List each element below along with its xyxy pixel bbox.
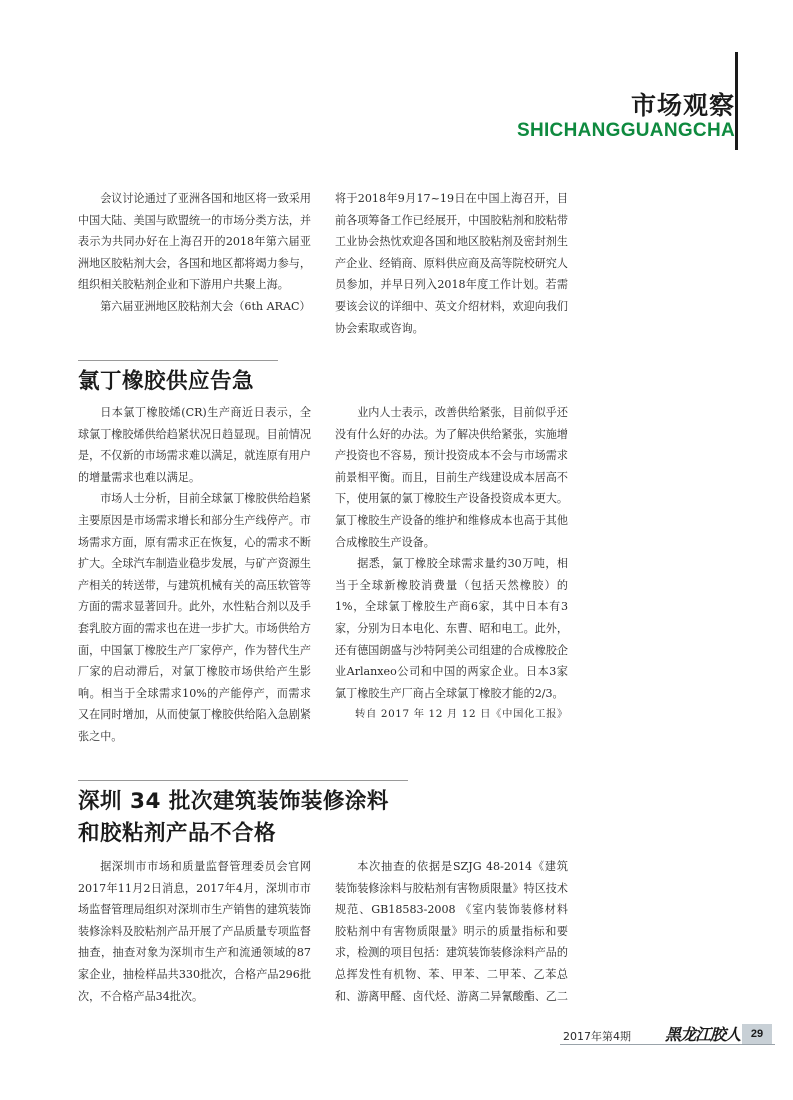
page-number: 29 [742, 1024, 772, 1044]
headline-rule [78, 360, 278, 361]
paragraph: 将于2018年9月17~19日在中国上海召开，目前各项筹备工作已经展开，中国胶粘剂和胶粘带工业协会热忱欢迎各国和地区胶粘剂及密封剂生产企业、经销商、原料供应商及高等院校研究人员参加，并早日列入2018年度工作计划。若需要该会议的详细中、英文介绍材料，欢迎向我们协会索取或咨询。 [335, 192, 568, 335]
article3-column-left [78, 856, 311, 1007]
headline-rule [78, 780, 408, 781]
paragraph: 据悉，氯丁橡胶全球需求量约30万吨，相当于全球新橡胶消费量（包括天然橡胶）的1%，全球氯丁橡胶生产商6家，其中日本有3家，分别为日本电化、东曹、昭和电工。此外，还有德国朗盛与沙特阿美公司组建的合成橡胶企业Arlanxeo公司和中国的两家企业。日本3家氯丁橡胶生产厂商占全球氯丁橡胶才能的2/3。 [335, 557, 568, 700]
article2-column-left [78, 402, 311, 748]
section-pinyin: SHICHANGGUANGCHA [516, 120, 735, 141]
article3-column-right [335, 856, 568, 1007]
paragraph: 第六届亚洲地区胶粘剂大会（6th ARAC） [100, 299, 311, 313]
footer-issue: 2017年第4期 [563, 1030, 631, 1043]
article-source: 转自 2017 年 12 月 12 日《中国化工报》 [355, 708, 568, 721]
paragraph: 会议讨论通过了亚洲各国和地区将一致采用中国大陆、美国与欧盟统一的市场分类方法，并表示为共同办好在上海召开的2018年第六届亚洲地区胶粘剂大会，各国和地区都将竭力参与，组织相关胶粘剂企业和下游用户共聚上海。 [78, 192, 311, 292]
header-vertical-rule [735, 52, 738, 150]
article3-title-line2: 和胶粘剂产品不合格 [78, 821, 277, 846]
article1-column-right [335, 188, 568, 339]
section-title: 市场观察 [630, 91, 735, 120]
paragraph: 本次抽查的依据是SZJG 48-2014《建筑装饰装修涂料与胶粘剂有害物质限量》特区技术规范、GB18583-2008 《室内装饰装修材料 胶粘剂中有害物质限量》明示的质量指标和要求，检测的项目包括：建筑装饰装修涂料产品的总挥发性有机物、苯、甲苯、二甲苯、乙苯总和、游离甲醛、卤代烃、游离二异氰酸酯、乙二 [335, 860, 568, 1003]
footer-rule [560, 1044, 775, 1045]
footer-magazine-logo: 黑龙江胶人 [665, 1025, 741, 1044]
article3-title-line1: 深圳 34 批次建筑装饰装修涂料 [78, 789, 389, 814]
article1-column-left [78, 188, 311, 318]
paragraph: 据深圳市市场和质量监督管理委员会官网2017年11月2日消息，2017年4月，深圳市市场监督管理局组织对深圳市生产销售的建筑装饰装修涂料及胶粘剂产品开展了产品质量专项监督抽查，抽查对象为深圳市生产和流通领域的87家企业，抽检样品共330批次，合格产品296批次，不合格产品34批次。 [78, 860, 311, 1003]
article2-title: 氯丁橡胶供应告急 [78, 369, 255, 394]
article2-column-right [335, 402, 568, 726]
paragraph: 市场人士分析，目前全球氯丁橡胶供给趋紧主要原因是市场需求增长和部分生产线停产。市场需求方面，原有需求正在恢复，心的需求不断扩大。全球汽车制造业稳步发展，与矿产资源生产相关的转送带，与建筑机械有关的高压软管等方面的需求显著回升。此外，水性粘合剂以及手套乳胶方面的需求也在进一步扩大。市场供给方面，中国氯丁橡胶生产厂家停产，作为替代生产厂家的启动滞后，对氯丁橡胶市场供给产生影响。相当于全球需求10%的产能停产，而需求又在同时增加，从而使氯丁橡胶供给陷入急剧紧张之中。 [78, 492, 311, 743]
paragraph: 业内人士表示，改善供给紧张，目前似乎还没有什么好的办法。为了解决供给紧张，实施增产投资也不容易，预计投资成本不会与市场需求前景相平衡。而且，目前生产线建设成本居高不下，使用氯的氯丁橡胶生产设备投资成本更大。氯丁橡胶生产设备的维护和维修成本也高于其他合成橡胶生产设备。 [335, 406, 568, 549]
paragraph: 日本氯丁橡胶烯(CR)生产商近日表示，全球氯丁橡胶烯供给趋紧状况日趋显现。目前情况是，不仅新的市场需求难以满足，就连原有用户的增量需求也难以满足。 [78, 406, 311, 484]
